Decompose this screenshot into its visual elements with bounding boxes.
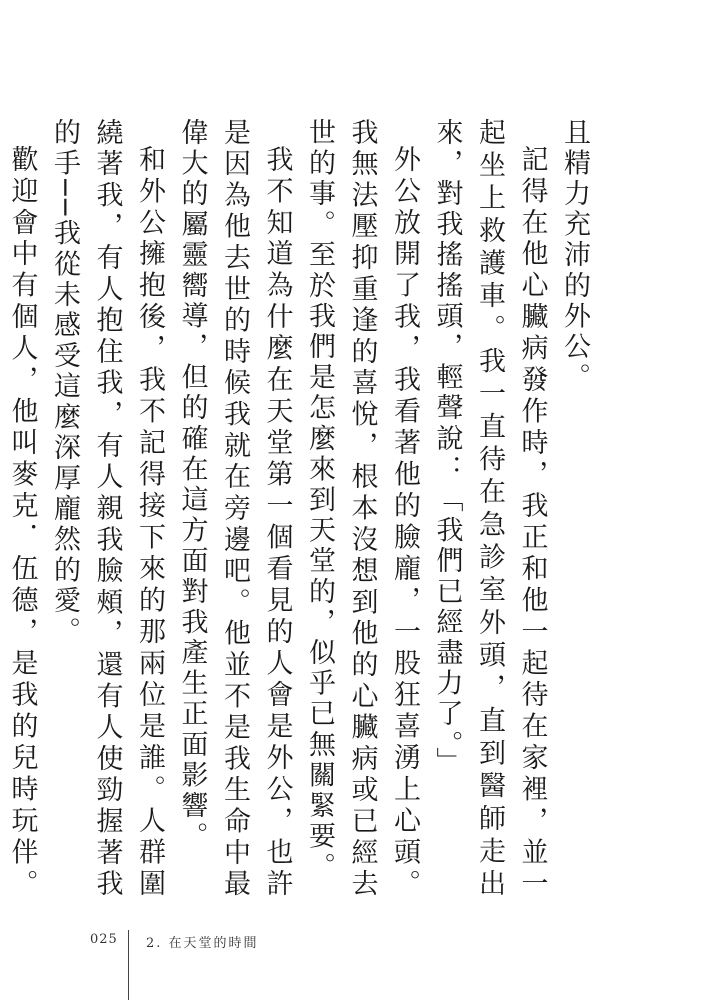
- running-chapter-title: 2. 在天堂的時間: [146, 936, 259, 951]
- paragraph-1: 且精力充沛的外公。: [559, 118, 590, 394]
- page-number: 025: [90, 932, 118, 947]
- footer-divider: [128, 930, 129, 1000]
- paragraph-4: 我不知道為什麼在天堂第一個看見的人會是外公，也許是因為他去世的時候我就在旁邊吧。他並不是我生命中最偉大的屬靈嚮導，但的確在這方面對我產生正面影響。: [176, 118, 293, 900]
- paragraph-6: 歡迎會中有個人，他叫麥克．伍德，是我的兒時玩伴。: [6, 145, 38, 900]
- paragraph-5: 和外公擁抱後，我不記得接下來的那兩位是誰。人群圍繞著我，有人抱住我，有人親我臉頰，還有人使勁握著我的手──我從未感受這麼深厚龐然的愛。: [49, 118, 165, 900]
- paragraph-3: 外公放開了我，我看著他的臉龐，一股狂喜湧上心頭。我無法壓抑重逢的喜悅，根本沒想到他的心臟病或已經去世的事。至於我們是怎麼來到天堂的，似乎已無關緊要。: [304, 118, 420, 900]
- vertical-text-body: [6, 118, 595, 900]
- paragraph-2: 記得在他心臟病發作時，我正和他一起待在家裡，並一起坐上救護車。我一直待在急診室外頭，直到醫師走出來，對我搖搖頭，輕聲說：「我們已經盡力了。」: [431, 118, 548, 900]
